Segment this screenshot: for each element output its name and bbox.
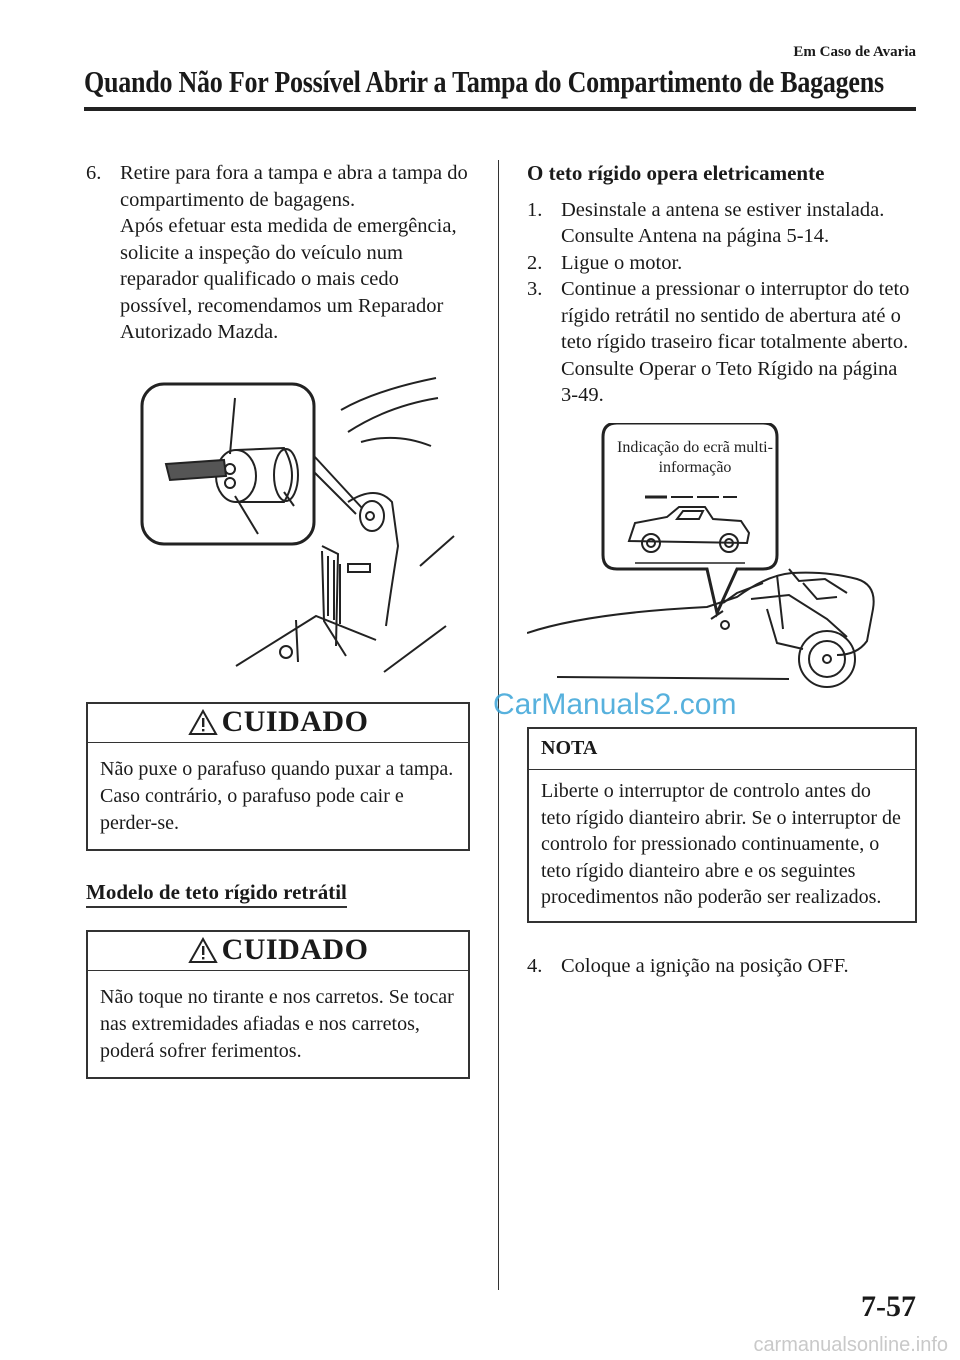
- step-text: Coloque a ignição na posição OFF.: [561, 954, 849, 977]
- retractable-roof-illustration: [527, 423, 917, 693]
- right-column: [527, 160, 917, 979]
- step-6-note: Após efetuar esta medida de emergência, solicite a inspeção do veículo num reparador qualificado o mais cedo possível, recomendamos um Reparador Autorizado Mazda.: [120, 215, 457, 343]
- note-box: [527, 727, 917, 923]
- step-1-reference: Consulte Antena na página 5-14.: [561, 225, 830, 247]
- step-number: 3.: [527, 278, 543, 300]
- step-text: Ligue o motor.: [561, 251, 683, 274]
- note-text: Liberte o interruptor de controlo antes do teto rígido dianteiro abrir. Se o interruptor de controlo for pressionado continuamente, o teto rígido dianteiro abre e os seguintes procedimentos não poderão ser realizados.: [541, 780, 901, 908]
- caution-text: Não toque no tirante e nos carretos. Se tocar nas extremidades afiadas e nos carretos, poderá sofrer ferimentos.: [100, 986, 454, 1062]
- step-2: [527, 250, 917, 277]
- footer-watermark: carmanualsonline.info: [753, 1334, 948, 1356]
- caution-box-gears: [86, 930, 470, 1079]
- caution-label: CUIDADO: [221, 933, 369, 967]
- column-divider: [498, 160, 499, 1290]
- step-text: Continue a pressionar o interruptor do teto rígido retrátil no sentido de abertura até o teto rígido traseiro ficar totalmente aberto.: [561, 278, 910, 353]
- watermark: CarManuals2.com: [493, 688, 737, 721]
- step-3-reference: Consulte Operar o Teto Rígido na página 3-49.: [561, 357, 898, 406]
- electric-roof-heading: O teto rígido opera eletricamente: [527, 161, 825, 185]
- page-number: 7-57: [861, 1290, 916, 1323]
- caution-box-bolt: [86, 702, 470, 851]
- caution-text: Não puxe o parafuso quando puxar a tampa. Caso contrário, o parafuso pode cair e perder-se.: [100, 757, 454, 834]
- display-callout-label: Indicação do ecrã multi-informação: [617, 438, 773, 476]
- page-title: Quando Não For Possível Abrir a Tampa do Compartimento de Bagagens: [84, 64, 884, 99]
- caution-header: [88, 932, 468, 971]
- step-1: [527, 197, 917, 224]
- left-column: [86, 160, 470, 1079]
- caution-header: [88, 704, 468, 743]
- step-4: [527, 953, 917, 980]
- warning-triangle-icon: [188, 937, 218, 964]
- step-text: Desinstale a antena se estiver instalada.: [561, 198, 885, 221]
- step-number: 4.: [527, 954, 543, 977]
- step-number: 2.: [527, 251, 543, 274]
- step-text: Retire para fora a tampa e abra a tampa do compartimento de bagagens.: [120, 162, 468, 211]
- trunk-key-illustration: [86, 376, 470, 676]
- warning-triangle-icon: [188, 709, 218, 736]
- step-number: 1.: [527, 198, 543, 221]
- model-heading: Modelo de teto rígido retrátil: [86, 879, 347, 909]
- title-rule: [84, 107, 916, 111]
- caution-label: CUIDADO: [221, 704, 369, 738]
- step-number: 6.: [86, 162, 102, 184]
- note-label: NOTA: [529, 729, 915, 771]
- step-3: [527, 276, 917, 356]
- step-6: [86, 160, 470, 213]
- section-label: Em Caso de Avaria: [793, 44, 916, 60]
